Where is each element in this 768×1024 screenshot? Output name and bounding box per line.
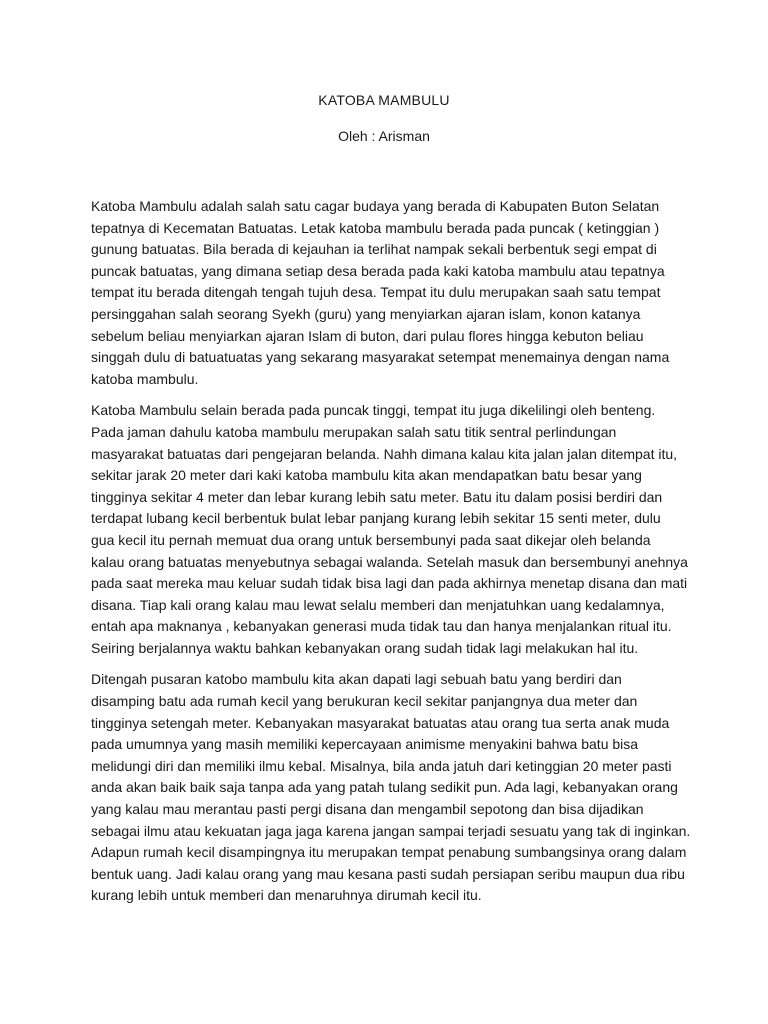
text-line: Katoba Mambulu adalah salah satu cagar budaya yang berada di Kabupaten Buton Selatan	[91, 198, 660, 214]
text-line: melidungi diri dan memiliki ilmu kebal. Misalnya, bila anda jatuh dari ketinggian 20 meter pasti	[91, 757, 672, 774]
text-line: gua kecil itu pernah memuat dua orang untuk bersembunyi pada saat dikejar oleh belanda	[91, 531, 651, 548]
text-line: pada umumnya yang masih memiliki kepercayaan animisme menyakini bahwa batu bisa	[91, 736, 639, 753]
text-line: Ditengah pusaran katobo mambulu kita akan dapati lagi sebuah batu yang berdiri dan	[91, 671, 622, 688]
text-line: disana. Tiap kali orang kalau mau lewat selalu memberi dan menjatuhkan uang kedalamnya,	[91, 596, 665, 613]
text-line: masyarakat batuatas dari pengejaran belanda. Nahh dimana kalau kita jalan jalan ditempat itu,	[91, 445, 678, 462]
text-line: kalau orang batuatas menyebutnya sebagai walanda. Setelah masuk dan bersembunyi anehnya	[91, 553, 688, 570]
text-line: Pada jaman dahulu katoba mambulu merupakan salah satu titik sentral perlindungan	[91, 423, 617, 440]
document-body	[91, 196, 691, 917]
text-line: yang kalau mau merantau pasti pergi disana dan mengambil sepotong dan bisa dijadikan	[91, 801, 644, 818]
text-line: Seiring berjalannya waktu bahkan kebanyakan orang sudah tidak lagi melakukan hal itu.	[91, 639, 639, 656]
paragraph	[91, 400, 691, 659]
text-line: pada saat mereka mau keluar sudah tidak bisa lagi dan pada akhirnya menetap disana dan mati	[91, 575, 688, 592]
text-line: sebelum beliau menyiarkan ajaran Islam di buton, dari pulau flores hingga kebuton beliau	[91, 327, 644, 344]
text-line: kurang lebih untuk memberi dan menaruhnya dirumah kecil itu.	[91, 887, 482, 904]
text-line: terdapat lubang kecil berbentuk bulat lebar panjang kurang lebih sekitar 15 senti meter, dulu	[91, 510, 661, 527]
document-author: Oleh : Arisman	[338, 128, 430, 144]
text-line: entah apa maknanya , kebanyakan generasi muda tidak tau dan hanya menjalankan ritual itu.	[91, 618, 672, 635]
text-line: disamping batu ada rumah kecil yang berukuran kecil sekitar panjangnya dua meter dan	[91, 693, 638, 710]
text-line: Adapun rumah kecil disampingnya itu merupakan tempat penabung sumbangsinya orang dalam	[91, 844, 687, 861]
paragraph	[91, 669, 691, 907]
text-line: singgah dulu di batuatuatas yang sekarang masyarakat setempat menemainya dengan nama	[91, 349, 670, 366]
text-line: sebagai ilmu atau kekuatan jaga jaga karena jangan sampai terjadi sesuatu yang tak di inginkan.	[91, 822, 691, 839]
text-line: tempat itu berada ditengah tengah tujuh desa. Tempat itu dulu merupakan saah satu tempat	[91, 284, 661, 301]
document-title: KATOBA MAMBULU	[318, 92, 450, 108]
text-line: puncak batuatas, yang dimana setiap desa berada pada kaki katoba mambulu atau tepatnya	[91, 262, 665, 279]
text-line: gunung batuatas. Bila berada di kejauhan ia terlihat nampak sekali berbentuk segi empat di	[91, 241, 657, 258]
text-line: katoba mambulu.	[91, 370, 199, 387]
text-line: Katoba Mambulu selain berada pada puncak tinggi, tempat itu juga dikelilingi oleh benteng.	[91, 402, 656, 419]
text-line: anda akan baik baik saja tanpa ada yang patah tulang sedikit pun. Ada lagi, kebanyakan orang	[91, 779, 678, 796]
text-line: tingginya setengah meter. Kebanyakan masyarakat batuatas atau orang tua serta anak muda	[91, 714, 670, 731]
text-line: bentuk uang. Jadi kalau orang yang mau kesana pasti sudah persiapan seribu maupun dua ribu	[91, 865, 685, 882]
text-line: tingginya sekitar 4 meter dan lebar kurang lebih satu meter. Batu itu dalam posisi berdiri dan	[91, 488, 663, 505]
text-line: persinggahan salah seorang Syekh (guru) yang menyiarkan ajaran islam, konon katanya	[91, 305, 641, 322]
paragraph	[91, 196, 691, 390]
text-line: tepatnya di Kecematan Batuatas. Letak katoba mambulu berada pada puncak ( ketinggian )	[91, 219, 660, 236]
text-line: sekitar jarak 20 meter dari kaki katoba mambulu kita akan mendapatkan batu besar yang	[91, 467, 642, 484]
